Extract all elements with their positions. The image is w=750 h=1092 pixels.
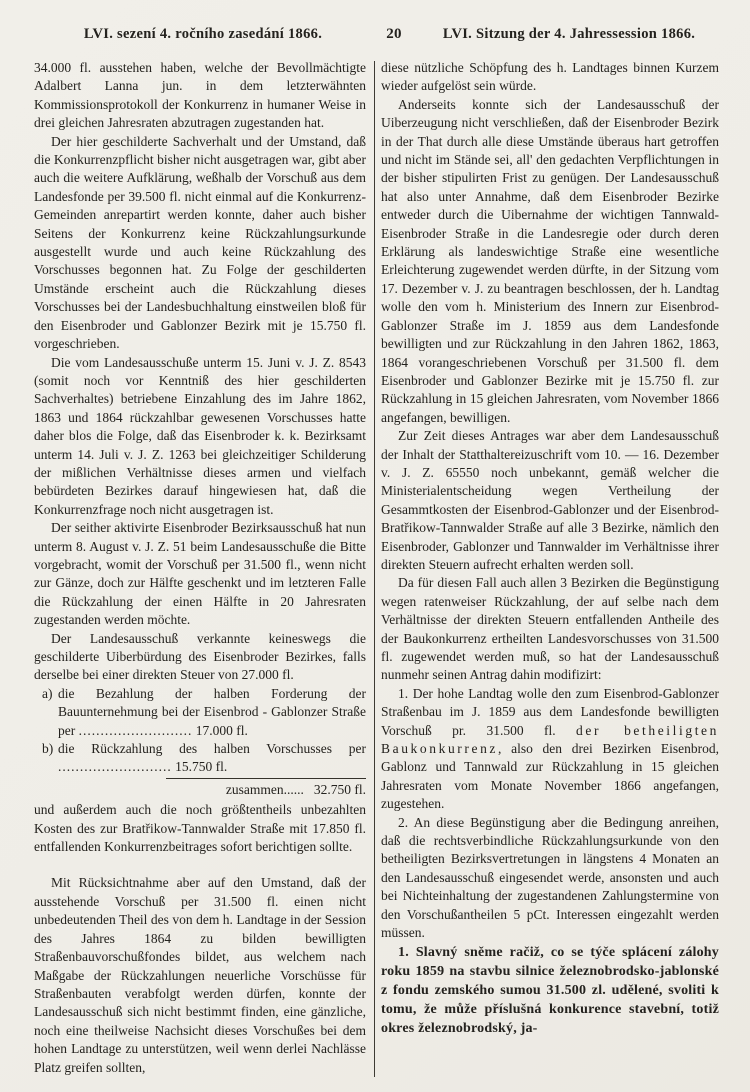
right-column: [381, 59, 719, 1077]
column-divider-rule: [374, 61, 375, 1077]
right-paragraph-6: 2. An diese Begünstigung aber die Bedingung anreihen, daß die rechtsverbindliche Rückzahlungsurkunde von den betheiligten Bezirksvertretungen in längstens 4 Monaten an den Landesausschuß eingesendet werde, ansonsten und auch bei Nichteinhaltung der zugestandenen Zahlungstermine von den Vorschußantheilen 5 pCt. Interessen eingezahlt werden müssen.: [381, 814, 719, 941]
left-column: [34, 59, 366, 1077]
two-column-body: [34, 59, 722, 1077]
list-item-a-dot-leader: ..........................: [78, 722, 193, 738]
right-paragraph-5: [381, 685, 719, 814]
sum-rule: [166, 778, 366, 799]
list-item-a: [34, 685, 366, 740]
list-item-b-dot-leader: ..........................: [58, 759, 172, 775]
right-paragraph-2: Anderseits konnte sich der Landesausschuß der Uiberzeugung nicht verschließen, daß der Eisenbroder Bezirk in der That durch alle diese Umstände überaus hart getroffen und nicht im Stände sei, all' den gedachten Verpflichtungen in der bisher stipulirten Frist zu genügen. Der Landesausschuß hat also unter Annahme, daß dem Eisenbroder Bezirke entweder durch die Uibernahme der wichtigen Tannwald-Eisenbroder Straße in die Landesregie oder durch deren Erklärung als landeswichtige Straße eine wesentliche Erleichterung zugewendet werden dürfte, in der Sitzung vom 17. Dezember v. J. zu beantragen beschlossen, der h. Landtag wolle den vom h. Ministerium des Innern zur Eisenbrod-Gablonzer Straße im J. 1859 aus dem Landesfonde bewilligten und zur Rückzahlung in den Jahren 1862, 1863, 1864 vorangeschriebenen Vorschuß per 31.500 fl. dem Eisenbroder und Gablonzer Bezirke mit je 15.750 fl. zur Rückzahlung in 15 gleichen Jahresraten, vom November 1866 angefangen, bewilligen.: [381, 96, 719, 425]
list-item-b-marker: b): [42, 741, 54, 757]
left-paragraph-7: Mit Rücksichtnahme aber auf den Umstand, daß der ausstehende Vorschuß per 31.500 fl. einen nicht unbedeutenden Theil des von dem h. Landtage in der Session des Jahres 1864 zu bilden bewilligten Straßenbauvorschußfondes bildet, aus welchem nach Maßgabe der Rückzahlungen neuerliche Vorschüsse für Straßenbauten verabfolgt werden dürfen, konnte der Landesausschuß sich nicht bestimmt finden, eine gänzliche, noch eine theilweise Nachsicht dieses Vorschußes bei dem hohen Landtage zu unterstützen, weil wenn derlei Nachlässe Platz greifen sollten,: [34, 875, 366, 1075]
sum-label: zusammen......: [225, 781, 304, 797]
right-paragraph-5-start: 1. Der hohe Landtag wolle den zum Eisenbrod-Gablonzer Straßenbau im J. 1859 aus dem Landesfonde bewilligten Vorschuß pr. 31.500 fl.: [381, 685, 719, 738]
left-paragraph-3: Die vom Landesausschuße unterm 15. Juni v. J. Z. 8543 (somit noch vor Kenntniß des hier geschilderten Sachverhaltes) betriebene Einzahlung des im Jahre 1862, 1863 und 1864 rückzahlbar gewesenen Vorschusses hatte daher blos die Folge, daß das Eisenbroder k. k. Bezirksamt unterm 14. Juli v. J. Z. 1263 bei gleichzeitiger Schilderung der mißlichen Verhältnisse dieses armen und vielfach bebürdeten Bezirkes darauf hingewiesen hat, daß die Konkurrenzfrage noch nicht ausgetragen ist.: [34, 354, 366, 517]
sum-amount: 32.750 fl.: [313, 781, 366, 797]
page-number: 20: [386, 26, 402, 42]
list-item-a-marker: a): [42, 685, 53, 701]
header-left-title: LVI. sezení 4. ročního zasedání 1866.: [83, 26, 323, 42]
list-item-b-body: [58, 740, 366, 777]
left-paragraph-5: Der Landesausschuß verkannte keineswegs die geschilderte Uiberbürdung des Eisenbroder Bezirkes, falls derselbe bei einer direkten Steuer von 27.000 fl.: [34, 630, 366, 683]
right-paragraph-3: Zur Zeit dieses Antrages war aber dem Landesausschuß der Inhalt der Statthaltereizuschrift vom 10. — 16. Dezember v. J. Z. 65550 noch unbekannt, gemäß welcher die Ministerialentscheidung wegen Vertheilung der Gesammtkosten der Eisenbrod-Gablonzer und der Eisenbrod-Bratřikow-Tannwalder Straße auf alle 3 Bezirke, nämlich den Eisenbroder, Gablonzer und Tannwalder im Verhältnisse ihrer direkten Steuern aufrecht erhalten werden soll.: [381, 428, 719, 572]
sum-row: [34, 778, 366, 799]
list-item-a-body: [58, 685, 366, 740]
right-paragraph-5-emphasized: der betheiligten Baukonkurrenz: [381, 722, 719, 757]
list-item-b: [34, 740, 366, 777]
left-paragraph-1: 34.000 fl. ausstehen haben, welche der Bevollmächtigte Adalbert Lanna jun. in dem letzterwähnten Kommissionsprotokoll der Konkurrenz in humaner Weise in drei gleichen Jahresraten abzutragen zugestanden hat.: [34, 60, 366, 131]
list-item-a-amount: 17.000 fl.: [192, 722, 248, 738]
right-paragraph-czech: 1. Slavný sněme račiž, co se týče splácení zálohy roku 1859 na stavbu silnice železnobrodsko-jablonské z fondu zemského sumou 31.500 zl. udělené, svoliti k tomu, že může příslušná konkurence stavební, totiž okres železnobrodský, ja-: [381, 944, 719, 1036]
right-paragraph-5-end: , also den drei Bezirken Eisenbrod, Gablonz und Tannwald zur Rückzahlung in 15 gleichen Jahresraten vom Monate November 1866 angefangen, zugestehen.: [381, 741, 719, 812]
right-paragraph-4: Da für diesen Fall auch allen 3 Bezirken die Begünstigung wegen ratenweiser Rückzahlung, der auf selbe nach dem Verhältnisse der direkten Steuern entfallenden Antheile des der Baukonkurrenz ertheilten Landesvorschusses von 31.500 fl. zugewendet werden muß, so hat der Landesausschuß nunmehr seinen Antrag dahin modifizirt:: [381, 575, 719, 683]
list-item-b-amount: 15.750 fl.: [171, 759, 228, 775]
left-paragraph-2: Der hier geschilderte Sachverhalt und der Umstand, daß die Konkurrenzpflicht bisher nicht ausgetragen war, gibt aber auch die weitere Aufklärung, weßhalb der Vorschuß aus dem Landesfonde per 39.500 fl. nicht einmal auf die Konkurrenz-Gemeinden anrepartirt werden konnte, daher auch bisher Seitens der Konkurrenz keine Rückzahlungsurkunde ausgestellt wurde und auch keine Rückzahlung des Vorschusses begonnen hat. Zu Folge der geschilderten Umstände erscheint auch die Rückzahlung dieses Vorschusses bei der Landesbuchhaltung einstweilen bloß für den Eisenbroder und Gablonzer Bezirk mit je 15.750 fl. vorgeschrieben.: [34, 133, 366, 352]
page-header: [34, 26, 722, 43]
right-paragraph-1: diese nützliche Schöpfung des h. Landtages binnen Kurzem wieder aufgelöst sein würde.: [381, 60, 719, 94]
list-item-b-text: die Rückzahlung des halben Vorschusses per: [58, 741, 366, 757]
left-paragraph-4: Der seither aktivirte Eisenbroder Bezirksausschuß hat nun unterm 8. August v. J. Z. 51 beim Landesausschuße die Bitte vorgebracht, womit der Vorschuß per 31.500 fl., wenn nicht zur Gänze, doch zur Hälfte geschenkt und im letzteren Falle die Rückzahlung der einen Hälfte in 20 Jahresraten zugestanden werden möchte.: [34, 520, 366, 628]
list-item-a-text: die Bezahlung der halben Forderung der Bauunternehmung bei der Eisenbrod - Gablonzer Straße per: [58, 685, 366, 738]
header-right-title: LVI. Sitzung der 4. Jahressession 1866.: [442, 26, 696, 42]
left-paragraph-6: und außerdem auch die noch größtentheils unbezahlten Kosten des zur Bratřikow-Tannwalder Straße mit 17.850 fl. entfallenden Konkurrenzbeitrages sofort berichtigen sollte.: [34, 802, 366, 855]
